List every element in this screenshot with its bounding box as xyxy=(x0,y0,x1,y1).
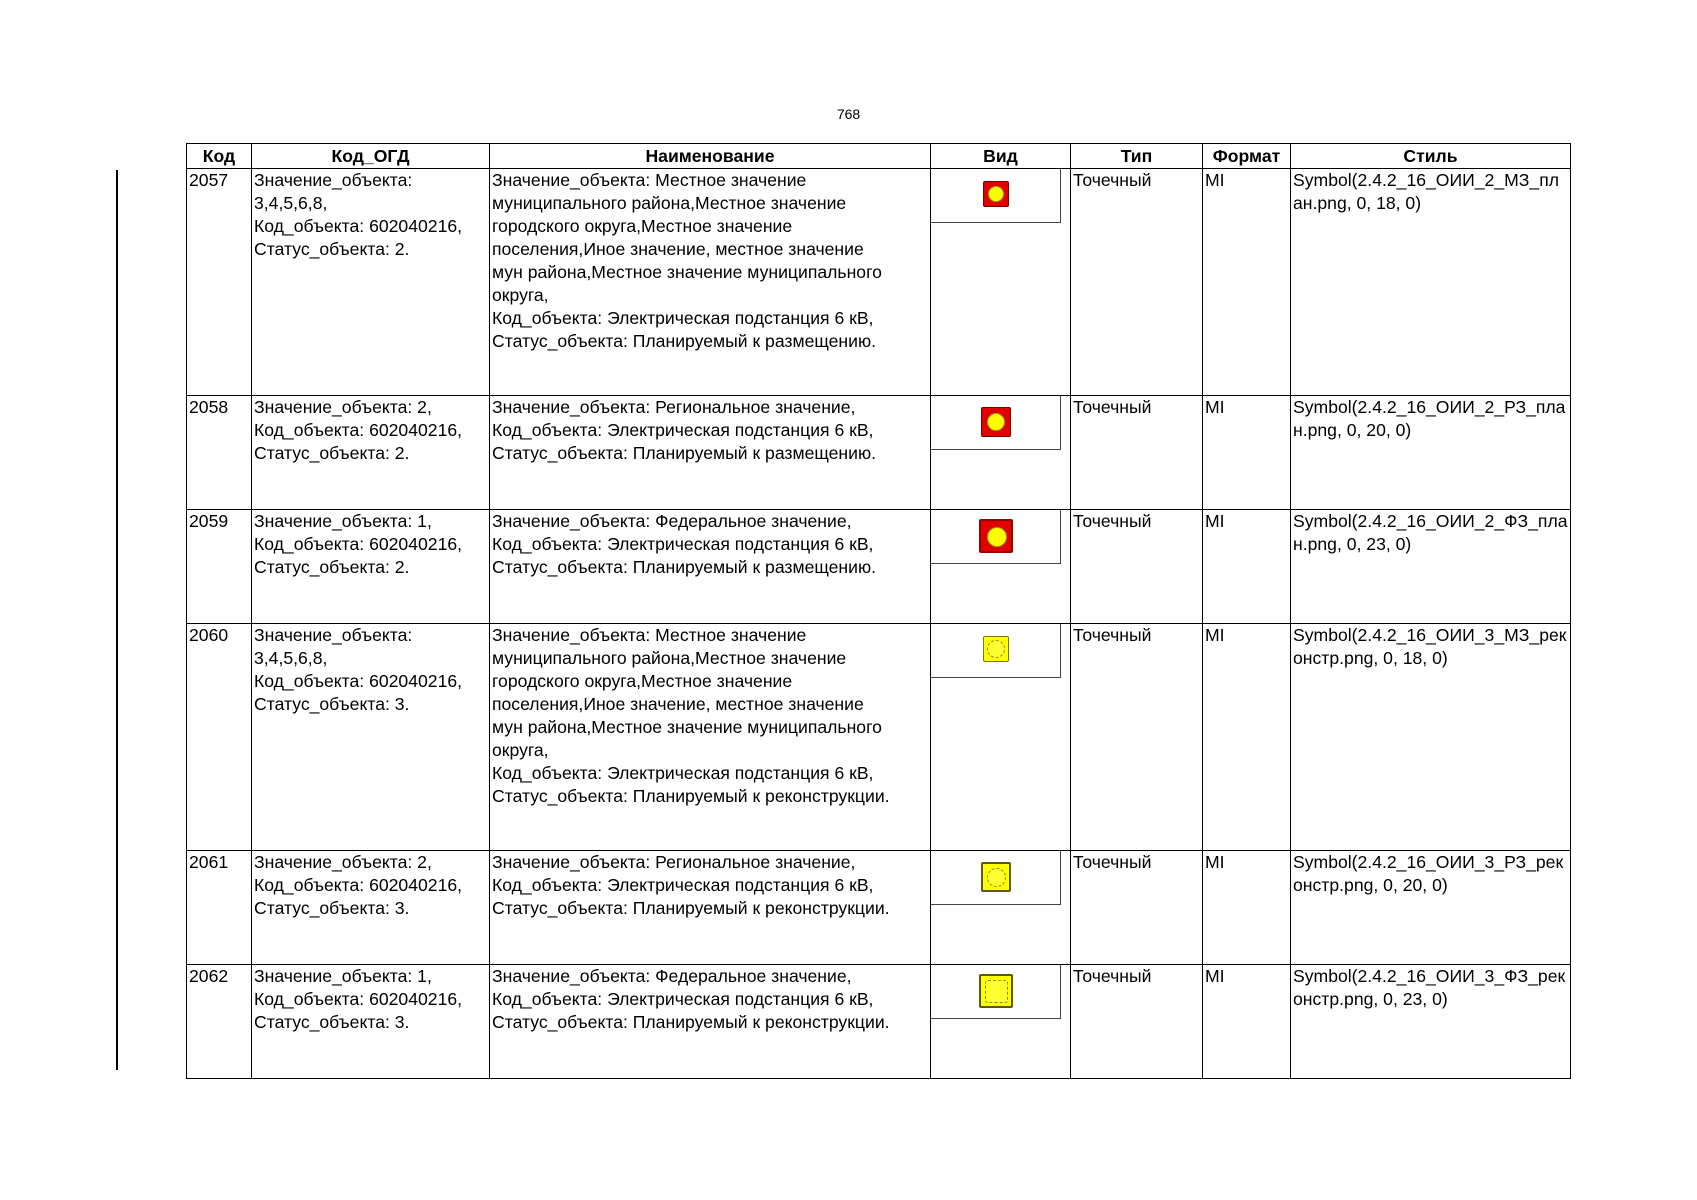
cell-style: Symbol(2.4.2_16_ОИИ_2_ФЗ_план.png, 0, 23, 0) xyxy=(1291,510,1571,624)
header-name: Наименование xyxy=(490,144,931,169)
cell-name: Значение_объекта: Федеральное значение, Код_объекта: Электрическая подстанция 6 кВ, Статус_объекта: Планируемый к размещению. xyxy=(490,510,931,624)
cell-format: MI xyxy=(1203,169,1291,396)
cell-format: MI xyxy=(1203,510,1291,624)
cell-code: 2060 xyxy=(187,624,252,851)
cell-code: 2057 xyxy=(187,169,252,396)
cell-format: MI xyxy=(1203,965,1291,1079)
cell-name: Значение_объекта: Региональное значение, Код_объекта: Электрическая подстанция 6 кВ, Статус_объекта: Планируемый к реконструкции. xyxy=(490,851,931,965)
margin-rule xyxy=(116,170,118,1070)
header-type: Тип xyxy=(1071,144,1203,169)
cell-view xyxy=(931,624,1071,851)
cell-view xyxy=(931,510,1071,624)
cell-style: Symbol(2.4.2_16_ОИИ_2_МЗ_план.png, 0, 18, 0) xyxy=(1291,169,1571,396)
symbol-frame xyxy=(931,965,1061,1019)
cell-type: Точечный xyxy=(1071,396,1203,510)
cell-view xyxy=(931,169,1071,396)
cell-name: Значение_объекта: Местное значение муниципального района,Местное значение городского округа,Местное значение поселения,Иное значение, местное значение мун района,Местное значение муниципального округа, Код_объекта: Электрическая подстанция 6 кВ, Статус_объекта: Планируемый к размещению. xyxy=(490,169,931,396)
substation-reconstruct-regional-icon xyxy=(981,862,1011,892)
symbol-registry-table xyxy=(186,143,1571,1079)
symbol-frame xyxy=(931,169,1061,223)
cell-ogd-code: Значение_объекта: 3,4,5,6,8, Код_объекта: 602040216, Статус_объекта: 3. xyxy=(252,624,490,851)
cell-view xyxy=(931,965,1071,1079)
substation-reconstruct-local-icon xyxy=(983,636,1009,662)
table-header-row xyxy=(187,144,1571,169)
cell-type: Точечный xyxy=(1071,510,1203,624)
table-row xyxy=(187,169,1571,396)
cell-name: Значение_объекта: Федеральное значение, Код_объекта: Электрическая подстанция 6 кВ, Статус_объекта: Планируемый к реконструкции. xyxy=(490,965,931,1079)
table-row xyxy=(187,396,1571,510)
table-row xyxy=(187,510,1571,624)
cell-view xyxy=(931,851,1071,965)
header-ogd-code: Код_ОГД xyxy=(252,144,490,169)
cell-ogd-code: Значение_объекта: 1, Код_объекта: 602040216, Статус_объекта: 3. xyxy=(252,965,490,1079)
symbol-frame xyxy=(931,851,1061,905)
cell-ogd-code: Значение_объекта: 2, Код_объекта: 602040216, Статус_объекта: 3. xyxy=(252,851,490,965)
cell-type: Точечный xyxy=(1071,624,1203,851)
substation-plan-federal-icon xyxy=(979,519,1013,553)
cell-code: 2062 xyxy=(187,965,252,1079)
cell-name: Значение_объекта: Региональное значение, Код_объекта: Электрическая подстанция 6 кВ, Статус_объекта: Планируемый к размещению. xyxy=(490,396,931,510)
cell-format: MI xyxy=(1203,624,1291,851)
cell-format: MI xyxy=(1203,851,1291,965)
cell-ogd-code: Значение_объекта: 1, Код_объекта: 602040216, Статус_объекта: 2. xyxy=(252,510,490,624)
cell-code: 2058 xyxy=(187,396,252,510)
symbol-frame xyxy=(931,396,1061,450)
cell-type: Точечный xyxy=(1071,851,1203,965)
substation-plan-local-icon xyxy=(983,181,1009,207)
table-row xyxy=(187,965,1571,1079)
cell-style: Symbol(2.4.2_16_ОИИ_2_РЗ_план.png, 0, 20, 0) xyxy=(1291,396,1571,510)
symbol-frame xyxy=(931,510,1061,564)
cell-style: Symbol(2.4.2_16_ОИИ_3_МЗ_реконстр.png, 0, 18, 0) xyxy=(1291,624,1571,851)
table-row xyxy=(187,624,1571,851)
symbol-frame xyxy=(931,624,1061,678)
substation-reconstruct-federal-icon xyxy=(979,974,1013,1008)
cell-view xyxy=(931,396,1071,510)
cell-type: Точечный xyxy=(1071,169,1203,396)
cell-code: 2059 xyxy=(187,510,252,624)
substation-plan-regional-icon xyxy=(981,407,1011,437)
header-format: Формат xyxy=(1203,144,1291,169)
cell-style: Symbol(2.4.2_16_ОИИ_3_РЗ_реконстр.png, 0, 20, 0) xyxy=(1291,851,1571,965)
cell-code: 2061 xyxy=(187,851,252,965)
cell-name: Значение_объекта: Местное значение муниципального района,Местное значение городского округа,Местное значение поселения,Иное значение, местное значение мун района,Местное значение муниципального округа, Код_объекта: Электрическая подстанция 6 кВ, Статус_объекта: Планируемый к реконструкции. xyxy=(490,624,931,851)
header-view: Вид xyxy=(931,144,1071,169)
cell-ogd-code: Значение_объекта: 3,4,5,6,8, Код_объекта: 602040216, Статус_объекта: 2. xyxy=(252,169,490,396)
header-code: Код xyxy=(187,144,252,169)
page-number: 768 xyxy=(836,106,861,122)
table-row xyxy=(187,851,1571,965)
cell-ogd-code: Значение_объекта: 2, Код_объекта: 602040216, Статус_объекта: 2. xyxy=(252,396,490,510)
cell-format: MI xyxy=(1203,396,1291,510)
cell-type: Точечный xyxy=(1071,965,1203,1079)
cell-style: Symbol(2.4.2_16_ОИИ_3_ФЗ_реконстр.png, 0, 23, 0) xyxy=(1291,965,1571,1079)
header-style: Стиль xyxy=(1291,144,1571,169)
